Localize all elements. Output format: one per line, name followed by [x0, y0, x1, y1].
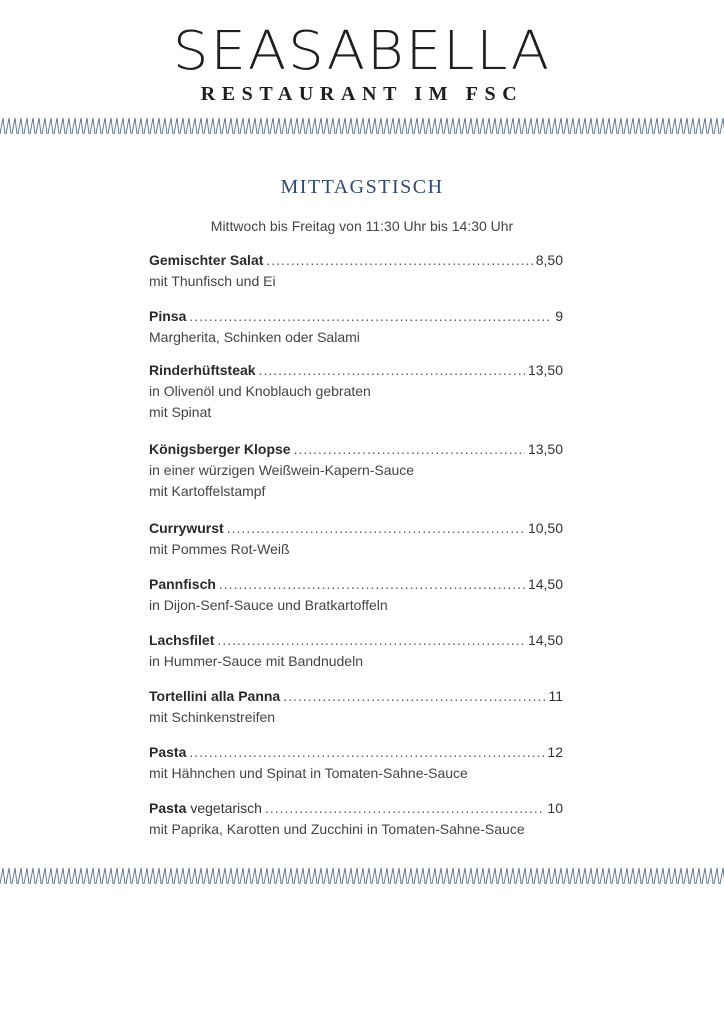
menu-item-line: [149, 798, 563, 819]
dish-name: Königsberger Klopse: [149, 441, 291, 457]
dish-name: Rinderhüftsteak: [149, 362, 256, 378]
menu-item: [149, 742, 563, 784]
dish-variant: vegetarisch: [190, 800, 262, 816]
menu-item-line: [149, 630, 563, 651]
dish-description: in einer würzigen Weißwein-Kapern-Sauce: [149, 462, 415, 478]
dish-price: 10: [547, 800, 563, 816]
dish-price: 8,50: [535, 252, 563, 268]
dot-leader: [259, 360, 525, 381]
menu-item-line: [149, 518, 563, 539]
dot-leader: [189, 742, 544, 763]
dot-leader: [266, 250, 532, 271]
menu-item: [149, 630, 563, 672]
dish-name: Lachsfilet: [149, 632, 215, 648]
dot-leader: [189, 306, 552, 327]
menu-item: [149, 306, 563, 348]
dish-name: Pannfisch: [149, 576, 216, 592]
menu-item-line: [149, 686, 563, 707]
dish-price: 12: [547, 744, 563, 760]
dish-name: Tortellini alla Panna: [149, 688, 281, 704]
dish-name: Currywurst: [149, 520, 224, 536]
menu-item-line: [149, 306, 563, 327]
menu-item-line: [149, 250, 563, 271]
dot-leader: [217, 630, 525, 651]
dish-price: 9: [555, 308, 563, 324]
dish-description: in Hummer-Sauce mit Bandnudeln: [149, 653, 363, 669]
restaurant-logo: [0, 22, 724, 106]
bottom-wave-border: [0, 866, 724, 886]
dish-price: 11: [548, 688, 563, 704]
menu-item: [149, 798, 563, 840]
dish-description: in Dijon-Senf-Sauce und Bratkartoffeln: [149, 597, 388, 613]
dish-description: mit Hähnchen und Spinat in Tomaten-Sahne-Sauce: [149, 765, 468, 781]
opening-hours: Mittwoch bis Freitag von 11:30 Uhr bis 14:30 Uhr: [210, 218, 514, 234]
menu-item: [149, 250, 563, 292]
dish-description: in Olivenöl und Knoblauch gebraten: [149, 383, 371, 399]
dish-description: mit Thunfisch und Ei: [149, 273, 276, 289]
menu-item-line: [149, 439, 563, 460]
dish-name: Gemischter Salat: [149, 252, 264, 268]
dish-description: Margherita, Schinken oder Salami: [149, 329, 360, 345]
dot-leader: [227, 518, 525, 539]
dot-leader: [294, 439, 525, 460]
menu-item-line: [149, 742, 563, 763]
menu-list: [149, 250, 563, 840]
section-title: MITTAGSTISCH: [280, 176, 444, 198]
dot-leader: [265, 798, 544, 819]
dish-price: 13,50: [527, 362, 563, 378]
dish-name: Pinsa: [149, 308, 187, 324]
top-wave-border: [0, 116, 724, 136]
dish-description: mit Paprika, Karotten und Zucchini in Tomaten-Sahne-Sauce: [149, 821, 525, 837]
menu-item: [149, 686, 563, 728]
dish-price: 10,50: [527, 520, 563, 536]
dish-description: mit Spinat: [149, 404, 212, 420]
dish-description: mit Pommes Rot-Weiß: [149, 541, 290, 557]
dot-leader: [283, 686, 545, 707]
brand-name: SEASABELLA: [172, 20, 552, 83]
dish-description: mit Schinkenstreifen: [149, 709, 276, 725]
menu-item: [149, 574, 563, 616]
dish-name: Pasta: [149, 744, 187, 760]
brand-subtitle: RESTAURANT IM FSC: [200, 83, 524, 105]
menu-item: [149, 439, 563, 502]
dish-description: mit Kartoffelstampf: [149, 483, 266, 499]
menu-item-line: [149, 574, 563, 595]
dish-name: Pasta: [149, 800, 187, 816]
dish-price: 14,50: [527, 576, 563, 592]
dish-price: 13,50: [527, 441, 563, 457]
menu-item-line: [149, 360, 563, 381]
dish-price: 14,50: [527, 632, 563, 648]
dot-leader: [219, 574, 525, 595]
menu-item: [149, 360, 563, 423]
menu-item: [149, 518, 563, 560]
